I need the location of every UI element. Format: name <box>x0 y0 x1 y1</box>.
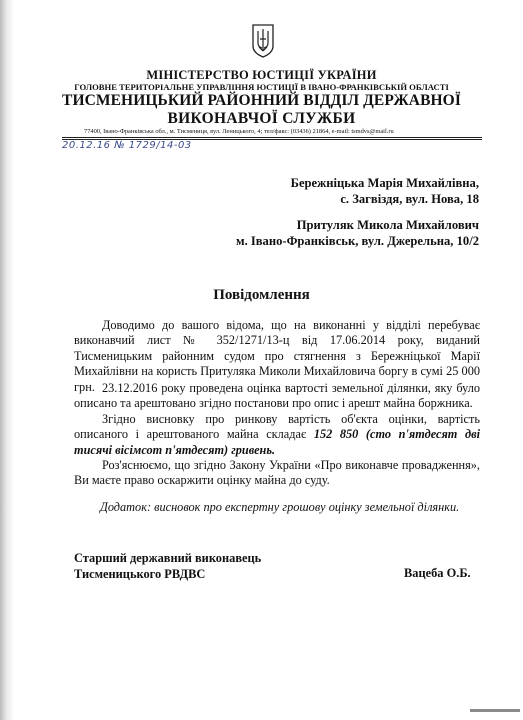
recipient-1-address: с. Загвіздя, вул. Нова, 18 <box>340 192 479 206</box>
scan-mark <box>470 709 520 712</box>
coat-of-arms-icon <box>252 24 274 58</box>
signature-position-line1: Старший державний виконавець <box>74 551 262 565</box>
recipient-2-name: Притуляк Микола Михайлович <box>296 218 479 232</box>
ministry-title: МІНІСТЕРСТВО ЮСТИЦІЇ УКРАЇНИ <box>146 68 377 82</box>
recipient-1 <box>291 175 479 207</box>
document-title: Повідомлення <box>213 287 310 303</box>
office-address: 77400, Івано-Франківська обл., м. Тисмениця, вул. Леницького, 4; тел/факс: (03436) 21864, e-mail: tsmdvs@mail.ru <box>84 128 394 135</box>
body-paragraph-1: Доводимо до вашого відома, що на виконанні у відділі перебуває виконавчий лист № 352/1271/13-ц від 17.06.2014 року, виданий Тисменицьким районним судом про стягнення з Бережніцької Марії Михайлівни на користь Притуляка Миколи Михайловича боргу в сумі 25 000 грн. <box>74 318 480 394</box>
valuation-text: Згідно висновку про ринкову вартість об'єкта оцінки, вартість описаного і арештованого майна складає <box>74 412 480 442</box>
department-title: ГОЛОВНЕ ТЕРИТОРІАЛЬНЕ УПРАВЛІННЯ ЮСТИЦІЇ В ІВАНО-ФРАНКІВСЬКІЙ ОБЛАСТІ <box>74 82 449 92</box>
valuation-amount: 152 850 (сто п'ятдесят дві тисячі вісімсот п'ятдесят) гривень. <box>74 427 480 457</box>
recipient-1-name: Бережніцька Марія Михайлівна, <box>290 176 479 190</box>
header-divider-top <box>62 137 482 138</box>
registration-number: 20.12.16 № 1729/14-03 <box>62 140 192 151</box>
annex-note: Додаток: висновок про експертну грошову оцінку земельної ділянки. <box>100 500 460 514</box>
body-paragraph-3 <box>74 412 480 458</box>
body-paragraph-2: 23.12.2016 року проведена оцінка вартості земельної ділянки, яку було описано та арештовано згідно постанови про опис і арешт майна боржника. <box>74 381 480 411</box>
office-title-line1: ТИСМЕНИЦЬКИЙ РАЙОННИЙ ВІДДІЛ ДЕРЖАВНОЇ <box>62 92 461 109</box>
recipient-2 <box>236 217 479 249</box>
body-paragraph-4: Роз'яснюємо, що згідно Закону України «Про виконавче провадження», Ви маєте право оскаржити оцінку майна до суду. <box>74 458 480 488</box>
signatory-name: Вацеба О.Б. <box>404 566 471 580</box>
signature-position <box>74 550 261 582</box>
office-title-line2: ВИКОНАВЧОЇ СЛУЖБИ <box>167 110 356 127</box>
recipient-2-address: м. Івано-Франківськ, вул. Джерельна, 10/2 <box>235 234 479 248</box>
signature-position-line2: Тисменицького РВДВС <box>74 567 206 581</box>
